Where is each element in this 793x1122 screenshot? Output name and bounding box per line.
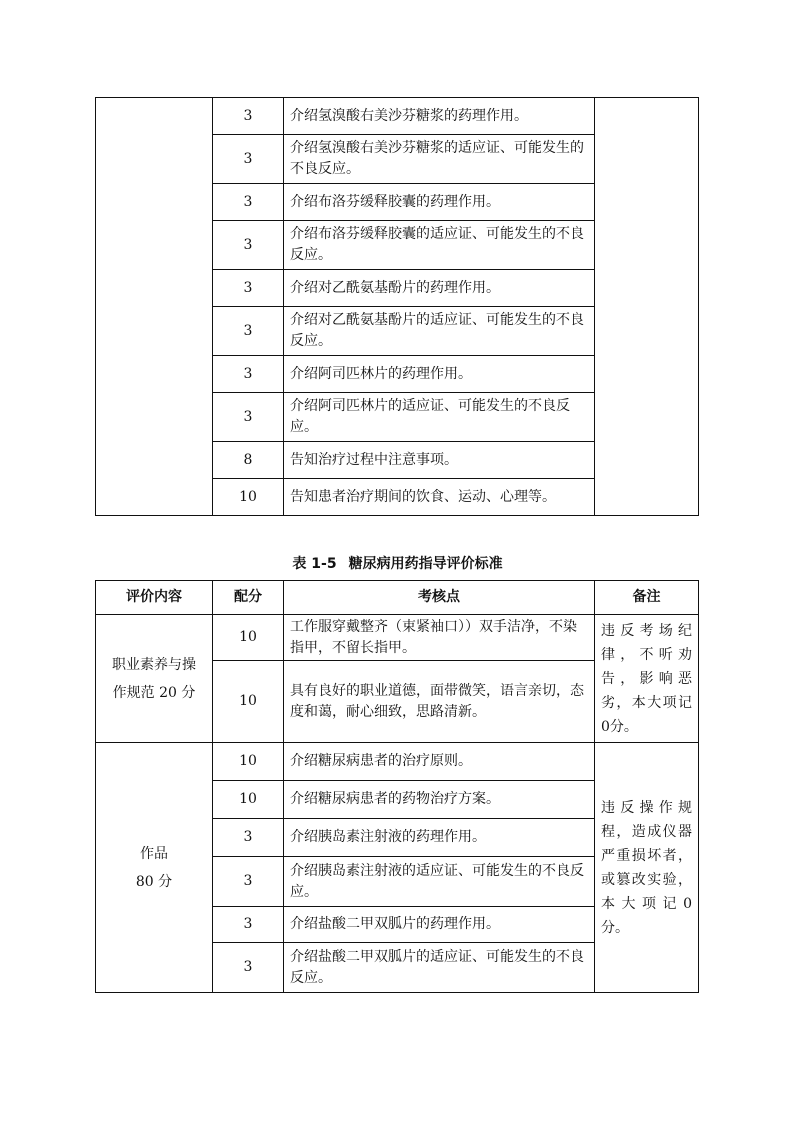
table-caption — [95, 553, 700, 573]
remark-cell: 违反考场纪律，不听劝告，影响恶劣，本大项记0分。 — [595, 615, 699, 743]
category-line: 作品 — [140, 845, 168, 862]
score-cell: 3 — [213, 270, 284, 307]
score-cell: 3 — [213, 307, 284, 356]
table-row — [96, 98, 699, 135]
score-cell: 10 — [213, 615, 284, 661]
category-line: 作规范 20 分 — [112, 684, 196, 701]
table-row — [96, 615, 699, 661]
assessment-point-cell: 介绍胰岛素注射液的药理作用。 — [284, 819, 595, 857]
assessment-point-cell: 告知治疗过程中注意事项。 — [284, 442, 595, 479]
score-cell: 3 — [213, 221, 284, 270]
assessment-point-cell: 介绍氢溴酸右美沙芬糖浆的适应证、可能发生的不良反应。 — [284, 135, 595, 184]
assessment-point-cell: 介绍阿司匹林片的药理作用。 — [284, 356, 595, 393]
category-cell-empty — [96, 98, 213, 516]
category-work-product — [96, 743, 213, 993]
assessment-point-cell: 介绍布洛芬缓释胶囊的药理作用。 — [284, 184, 595, 221]
category-professional-conduct — [96, 615, 213, 743]
score-cell: 3 — [213, 184, 284, 221]
score-cell: 3 — [213, 819, 284, 857]
assessment-point-cell: 介绍布洛芬缓释胶囊的适应证、可能发生的不良反应。 — [284, 221, 595, 270]
score-cell: 3 — [213, 356, 284, 393]
category-line: 职业素养与操 — [112, 656, 196, 673]
score-cell: 10 — [213, 479, 284, 516]
continued-criteria-table — [95, 97, 699, 516]
remark-cell-empty — [595, 98, 699, 516]
header-remark: 备注 — [595, 581, 699, 615]
assessment-point-cell: 介绍对乙酰氨基酚片的适应证、可能发生的不良反应。 — [284, 307, 595, 356]
table-number: 表 1-5 — [292, 556, 337, 572]
remark-cell: 违反操作规程，造成仪器严重损坏者，或篡改实验，本大项记0分。 — [595, 743, 699, 993]
score-cell: 8 — [213, 442, 284, 479]
assessment-point-cell: 介绍盐酸二甲双胍片的适应证、可能发生的不良反应。 — [284, 943, 595, 993]
assessment-point-cell: 介绍糖尿病患者的药物治疗方案。 — [284, 781, 595, 819]
score-cell: 3 — [213, 943, 284, 993]
assessment-point-cell: 介绍盐酸二甲双胍片的药理作用。 — [284, 907, 595, 943]
score-cell: 10 — [213, 743, 284, 781]
header-row — [96, 581, 699, 615]
evaluation-criteria-table — [95, 580, 699, 993]
score-cell: 3 — [213, 135, 284, 184]
score-cell: 3 — [213, 907, 284, 943]
score-cell: 10 — [213, 661, 284, 743]
assessment-point-cell: 介绍胰岛素注射液的适应证、可能发生的不良反应。 — [284, 857, 595, 907]
score-cell: 3 — [213, 857, 284, 907]
assessment-point-cell: 介绍阿司匹林片的适应证、可能发生的不良反应。 — [284, 393, 595, 442]
assessment-point-cell: 具有良好的职业道德，面带微笑，语言亲切，态度和蔼，耐心细致，思路清新。 — [284, 661, 595, 743]
assessment-point-cell: 介绍糖尿病患者的治疗原则。 — [284, 743, 595, 781]
score-cell: 10 — [213, 781, 284, 819]
category-line: 80 分 — [135, 873, 173, 890]
assessment-point-cell: 介绍对乙酰氨基酚片的药理作用。 — [284, 270, 595, 307]
table-title: 糖尿病用药指导评价标准 — [348, 556, 503, 572]
score-cell: 3 — [213, 393, 284, 442]
assessment-point-cell: 介绍氢溴酸右美沙芬糖浆的药理作用。 — [284, 98, 595, 135]
assessment-point-cell: 工作服穿戴整齐（束紧袖口））双手洁净，不染指甲，不留长指甲。 — [284, 615, 595, 661]
table-row — [96, 743, 699, 781]
header-score: 配分 — [213, 581, 284, 615]
assessment-point-cell: 告知患者治疗期间的饮食、运动、心理等。 — [284, 479, 595, 516]
header-content: 评价内容 — [96, 581, 213, 615]
score-cell: 3 — [213, 98, 284, 135]
header-assessment-point: 考核点 — [284, 581, 595, 615]
